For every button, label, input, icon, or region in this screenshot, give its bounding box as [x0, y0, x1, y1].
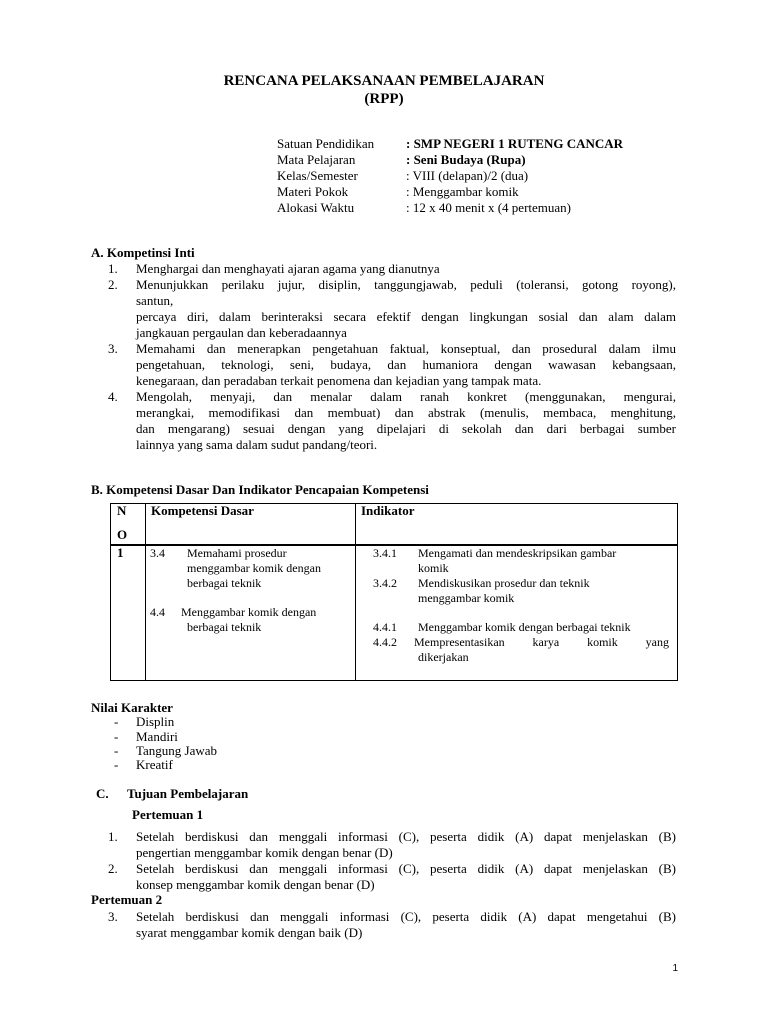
kd-text: Memahami prosedur [187, 546, 287, 560]
list-text: lainnya yang sama dalam sudut pandang/teori. [136, 437, 378, 452]
indikator-text: Mempresentasikan karya komik yang [414, 635, 669, 649]
list-text: jangkauan pergaulan dan keberadaannya [136, 325, 347, 340]
indikator-text: Mendiskusikan prosedur dan teknik [418, 576, 590, 590]
table-frame [110, 503, 678, 681]
list-text: Setelah berdiskusi dan menggali informasi (C), peserta didik (A) dapat mengetahui (B) [136, 909, 676, 924]
header-indikator: Indikator [361, 503, 415, 518]
list-number: 1. [108, 261, 118, 276]
header-no: O [117, 527, 128, 542]
bullet-dash: - [114, 743, 119, 758]
kd-code: 3.4 [150, 546, 165, 560]
list-text: syarat menggambar komik dengan baik (D) [136, 925, 363, 940]
identity-label: Kelas/Semester [277, 168, 358, 183]
kd-text: berbagai teknik [187, 620, 262, 634]
identity-label: Materi Pokok [277, 184, 349, 199]
row-number: 1 [117, 545, 124, 560]
list-item: Displin [136, 714, 175, 729]
kd-code: 4.4 [150, 605, 165, 619]
list-text: pengertian menggambar komik dengan benar (D) [136, 845, 393, 860]
list-number: 2. [108, 861, 118, 876]
list-text: Menghargai dan menghayati ajaran agama yang dianutnya [136, 261, 440, 276]
indikator-code: 4.4.1 [373, 620, 397, 634]
list-number: 3. [108, 341, 118, 356]
indikator-text: komik [418, 561, 449, 575]
list-item: Tangung Jawab [136, 743, 218, 758]
doc-subtitle: (RPP) [364, 91, 404, 107]
identity-value: : SMP NEGERI 1 RUTENG CANCAR [406, 136, 624, 151]
list-text: Setelah berdiskusi dan menggali informasi (C), peserta didik (A) dapat menjelaskan (B) [136, 829, 676, 844]
list-text: konsep menggambar komik dengan benar (D) [136, 877, 375, 892]
indikator-code: 3.4.1 [373, 546, 397, 560]
header-no: N [117, 503, 127, 518]
identity-value: : Seni Budaya (Rupa) [406, 152, 526, 167]
header-kompetensi-dasar: Kompetensi Dasar [151, 503, 254, 518]
indikator-text: Mengamati dan mendeskripsikan gambar [418, 546, 617, 560]
kd-text: Menggambar komik dengan [181, 605, 317, 619]
list-text: pengetahuan, teknologi, seni, budaya, dan humaniora dengan wawasan kebangsaan, [136, 357, 676, 372]
indikator-text: dikerjakan [418, 650, 469, 664]
identity-value: : Menggambar komik [406, 184, 519, 199]
list-text: Mengolah, menyaji, dan menalar dalam ranah konkret (menggunakan, mengurai, [136, 389, 676, 404]
list-text: Setelah berdiskusi dan menggali informasi (C), peserta didik (A) dapat menjelaskan (B) [136, 861, 676, 876]
identity-value: : VIII (delapan)/2 (dua) [406, 168, 529, 183]
list-number: 4. [108, 389, 118, 404]
section-a-heading: A. Kompetinsi Inti [91, 245, 195, 260]
table-column-divider [355, 503, 356, 680]
list-text: kenegaraan, dan peradaban terkait penomena dan kejadian yang tampak mata. [136, 373, 542, 388]
bullet-dash: - [114, 714, 119, 729]
list-text: santun, [136, 293, 174, 308]
identity-label: Mata Pelajaran [277, 152, 356, 167]
doc-title: RENCANA PELAKSANAAN PEMBELAJARAN [223, 73, 545, 89]
list-text: dan mengarang) sesuai dengan yang dipelajari di sekolah dan dari berbagai sumber [136, 421, 676, 436]
list-text: percaya diri, dalam berinteraksi secara efektif dengan lingkungan sosial dan alam dalam [136, 309, 676, 324]
bullet-dash: - [114, 757, 119, 772]
indikator-code: 3.4.2 [373, 576, 397, 590]
indikator-text: Menggambar komik dengan berbagai teknik [418, 620, 631, 634]
list-item: Mandiri [136, 729, 178, 744]
table-column-divider [145, 503, 146, 680]
meeting-heading: Pertemuan 1 [132, 807, 204, 822]
list-text: merangkai, memodifikasi dan membuat) dan abstrak (menulis, membaca, menghitung, [136, 405, 676, 420]
list-number: 1. [108, 829, 118, 844]
page-number: 1 [672, 963, 678, 974]
identity-label: Satuan Pendidikan [277, 136, 375, 151]
list-item: Kreatif [136, 757, 173, 772]
kd-text: berbagai teknik [187, 576, 262, 590]
list-number: 2. [108, 277, 118, 292]
kd-text: menggambar komik dengan [187, 561, 321, 575]
indikator-text: menggambar komik [418, 591, 515, 605]
identity-label: Alokasi Waktu [277, 200, 355, 215]
meeting-heading: Pertemuan 2 [91, 892, 163, 907]
section-c-letter: C. [96, 786, 109, 801]
indikator-code: 4.4.2 [373, 635, 397, 649]
list-text: Menunjukkan perilaku jujur, disiplin, tanggungjawab, peduli (toleransi, gotong royong), [136, 277, 676, 292]
list-number: 3. [108, 909, 118, 924]
identity-value: : 12 x 40 menit x (4 pertemuan) [406, 200, 571, 215]
list-text: Memahami dan menerapkan pengetahuan faktual, konseptual, dan prosedural dalam ilmu [136, 341, 676, 356]
section-b-heading: B. Kompetensi Dasar Dan Indikator Pencapaian Kompetensi [91, 482, 429, 497]
bullet-dash: - [114, 729, 119, 744]
section-c-heading: Tujuan Pembelajaran [127, 786, 249, 801]
nilai-karakter-heading: Nilai Karakter [91, 700, 173, 715]
